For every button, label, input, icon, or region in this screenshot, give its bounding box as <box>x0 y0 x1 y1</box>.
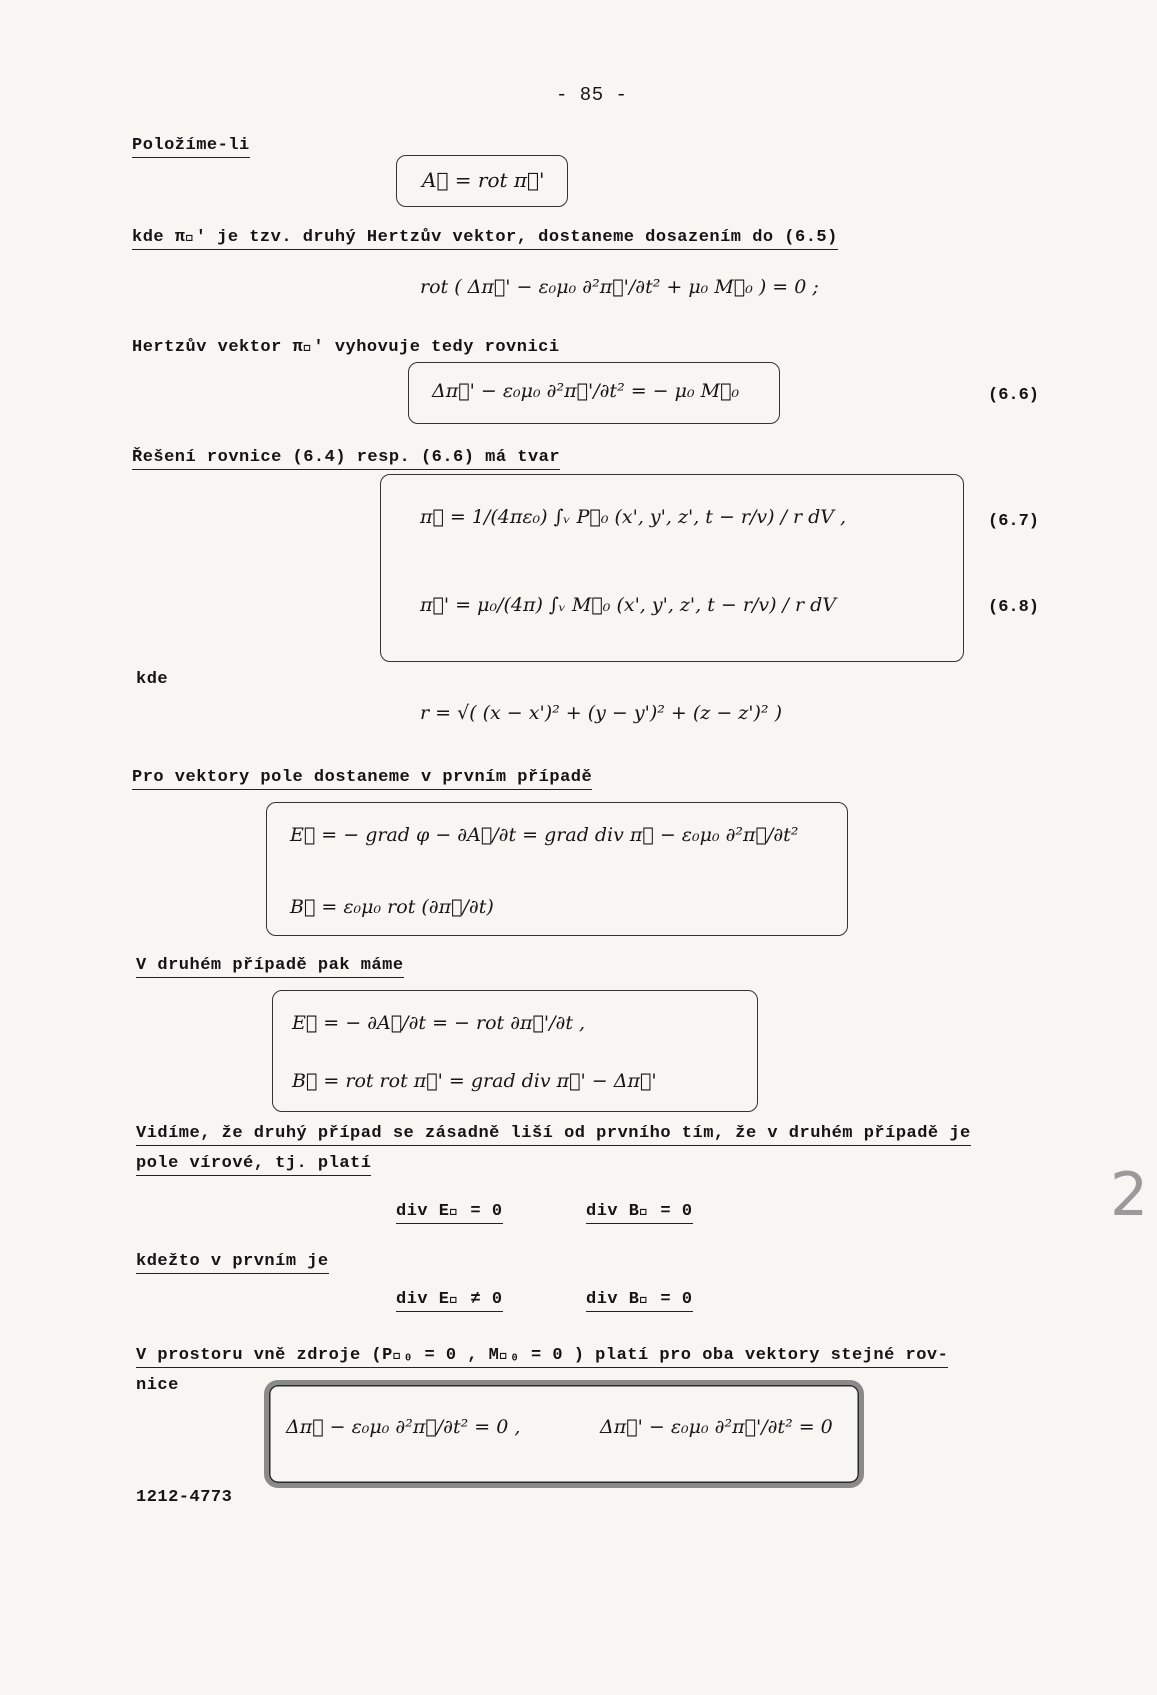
equation-E-second: E⃗ = − ∂A⃗/∂t = − rot ∂π⃗'/∂t , <box>292 1012 586 1034</box>
equation-number-6-8: (6.8) <box>988 598 1040 617</box>
text-prostoru-line-1: V prostoru vně zdroje (P⃗₀ = 0 , M⃗₀ = 0 ) platí pro oba vektory stejné rov- <box>136 1346 948 1368</box>
equation-final-pi-prime: Δπ⃗' − ε₀μ₀ ∂²π⃗'/∂t² = 0 <box>600 1416 833 1438</box>
equation-number-6-7: (6.7) <box>988 512 1040 531</box>
text-hertz-vektor: Hertzův vektor π⃗' vyhovuje tedy rovnici <box>132 338 560 357</box>
text-vidime-line-1: Vidíme, že druhý případ se zásadně liší od prvního tím, že v druhém případě je <box>136 1124 971 1146</box>
equation-final-pi: Δπ⃗ − ε₀μ₀ ∂²π⃗/∂t² = 0 , <box>286 1416 521 1438</box>
equation-A-rot: A⃗ = rot π⃗' <box>422 168 545 192</box>
equation-div-B-zero-1: div B⃗ = 0 <box>586 1202 693 1224</box>
equation-div-E-nonzero: div E⃗ ≠ 0 <box>396 1290 503 1312</box>
margin-mark: 2 <box>1110 1160 1149 1230</box>
equation-box-fields-2 <box>272 990 758 1112</box>
equation-6-8: π⃗' = μ₀/(4π) ∫ᵥ M⃗₀ (x', y', z', t − r/v) / r dV <box>420 594 836 616</box>
equation-r-definition: r = √( (x − x')² + (y − y')² + (z − z')² ) <box>420 702 783 724</box>
equation-B-second: B⃗ = rot rot π⃗' = grad div π⃗' − Δπ⃗' <box>292 1070 657 1092</box>
equation-box-6-7-6-8 <box>380 474 964 662</box>
equation-6-6: Δπ⃗' − ε₀μ₀ ∂²π⃗'/∂t² = − μ₀ M⃗₀ <box>432 380 740 402</box>
text-kde-hertz: kde π⃗' je tzv. druhý Hertzův vektor, dostaneme dosazením do (6.5) <box>132 228 838 250</box>
equation-6-5: rot ( Δπ⃗' − ε₀μ₀ ∂²π⃗'/∂t² + μ₀ M⃗₀ ) = 0 ; <box>420 276 819 298</box>
equation-B-first: B⃗ = ε₀μ₀ rot (∂π⃗/∂t) <box>290 896 494 918</box>
page-number: - 85 - <box>556 84 628 106</box>
text-vidime-line-2: pole vírové, tj. platí <box>136 1154 371 1176</box>
text-prostoru-line-2: nice <box>136 1376 179 1395</box>
equation-div-E-zero: div E⃗ = 0 <box>396 1202 503 1224</box>
footer-code: 1212-4773 <box>136 1488 233 1507</box>
equation-div-B-zero-2: div B⃗ = 0 <box>586 1290 693 1312</box>
text-pro-vektory: Pro vektory pole dostaneme v prvním případě <box>132 768 592 790</box>
equation-number-6-6: (6.6) <box>988 386 1040 405</box>
equation-6-7: π⃗ = 1/(4πε₀) ∫ᵥ P⃗₀ (x', y', z', t − r/v) / r dV , <box>420 506 847 528</box>
text-polozime: Položíme-li <box>132 136 250 158</box>
equation-E-first: E⃗ = − grad φ − ∂A⃗/∂t = grad div π⃗ − ε₀μ₀ ∂²π⃗/∂t² <box>290 824 799 846</box>
text-druhem: V druhém případě pak máme <box>136 956 404 978</box>
text-reseni: Řešení rovnice (6.4) resp. (6.6) má tvar <box>132 448 560 470</box>
text-kdezto: kdežto v prvním je <box>136 1252 329 1274</box>
text-kde: kde <box>136 670 169 689</box>
